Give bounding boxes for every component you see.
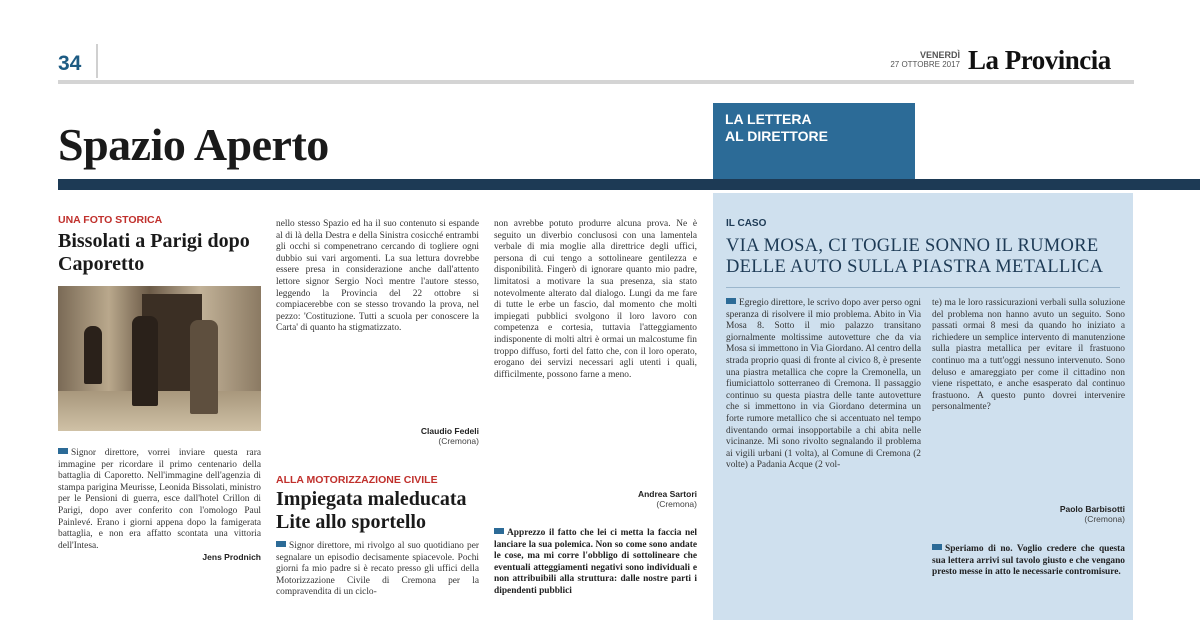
article-body xyxy=(58,448,261,630)
issue-date xyxy=(862,50,960,70)
article-body-text: non avrebbe potuto produrre alcuna prova. Ne è seguito un diverbio conclusosi con una lamentela verbale di mia moglie alla direttrice degli uffici, persona di cui tengo a sottolineare gentilezza e disponibilità. Fingerò di ignorare quanto mio padre, limitatosi a motivare la sua presenza, sia stato notevolmente alterato dal dialogo. Lungi da me fare di tutte le erbe un fascio, dal momento che molti impiegati pubblici svolgono il loro lavoro con competenza e cortesia, tuttavia l'atteggiamento indisponente di molti altri è ormai un malcostume fin troppo diffuso, forti del fatto che, con il loro operato, erogano dei servizi necessari agli utenti i quali, difficilmente, possono farne a meno. xyxy=(494,219,697,380)
article-location: (Cremona) xyxy=(656,499,697,509)
letter-tab xyxy=(713,103,915,189)
photo-figure xyxy=(132,316,158,406)
article-body-text: Signor direttore, mi rivolgo al suo quotidiano per segnalare un episodio decisamente spiacevole. Pochi giorni fa mio padre si è recato presso gli uffici della Motorizzazione Civile di Cremona per la compravendita di un ciclo- xyxy=(276,541,479,598)
letter-body-col1 xyxy=(726,298,921,616)
signature-block xyxy=(932,504,1125,524)
issue-day: VENERDÌ xyxy=(919,50,960,60)
article-signature: Andrea Sartori xyxy=(637,489,697,499)
photo-figure xyxy=(190,320,218,414)
paragraph-marker xyxy=(58,448,68,454)
article-location: (Cremona) xyxy=(438,436,479,446)
letter-body-col2 xyxy=(932,298,1125,508)
article-signature: Jens Prodnich xyxy=(202,552,261,563)
paragraph-marker xyxy=(932,544,942,550)
letter-signature: Paolo Barbisotti xyxy=(1059,504,1125,514)
letter-body-text: te) ma le loro rassicurazioni verbali sulla soluzione del problema non hanno avuto un seguito. Sono passati ormai 8 mesi da quando ho iniziato a richiedere un semplice intervento di manutenzione sulla piastra metallica per evitare il frastuono continuo ma a tutt'oggi nessuno intervenuto. Sono deluso e amareggiato per come il cittadino non viene rispettato, e anche esasperato dal continuo frastuono. A questo punto dovrei intervenire personalmente? xyxy=(932,298,1125,413)
article-kicker: UNA FOTO STORICA xyxy=(58,214,163,226)
section-band xyxy=(58,179,1200,190)
article-photo-story xyxy=(58,214,261,276)
letter-tab-line2: AL DIRETTORE xyxy=(725,128,828,144)
signature-block xyxy=(276,426,479,446)
paragraph-marker xyxy=(276,541,286,547)
article-signature: Claudio Fedeli xyxy=(420,426,479,436)
article-body xyxy=(276,541,479,630)
paragraph-marker xyxy=(726,298,736,304)
issue-date-text: 27 OTTOBRE 2017 xyxy=(890,60,960,69)
letter-body-text: Egregio direttore, le scrivo dopo aver perso ogni speranza di risolvere il mio problema. Abito in Via Mosa 8. Sotto il mio palazzo transitano giornalmente moltissime autovetture che da via Mosa si immettono in Via Giordano. Al centro della strada proprio quasi di fronte al civico 8, è presente una piastra metallica che copre la Cremonella, un fiumiciattolo sotterraneo di Cremona. Il passaggio continuo su questa piastra delle tante autovetture che si immettono in via Giordano determina un forte rumore metallico che si accentuato nel tempo diventando ormai insopportabile a chi abita nelle vicinanze. Mi sono rivolto segnalando il problema ai vigili urbani (1 volta), al Comune di Cremona (2 volte) a Padania Acque (2 vol- xyxy=(726,298,921,471)
masthead-logo: La Provincia xyxy=(968,45,1111,75)
header-divider xyxy=(96,44,98,78)
article-body-text: Signor direttore, vorrei inviare questa rara immagine per ricordare il primo centenario della battaglia di Caporetto. Nell'immagine dell'agenzia di stampa parigina Meurisse, Leonida Bissolati, ministro per le Pensioni di guerra, esce dall'hotel Crillon di Parigi, dopo aver conferito con l'omologo Paul Painlevé. Erano i giorni appena dopo la famigerata battaglia, e non era affatto scontata una vittoria dell'Intesa. xyxy=(58,448,261,551)
page-header xyxy=(0,0,1200,100)
letter-headline: VIA MOSA, CI TOGLIE SONNO IL RUMORE DELLE AUTO SULLA PIASTRA METALLICA xyxy=(726,236,1104,277)
article-kicker: ALLA MOTORIZZAZIONE CIVILE xyxy=(276,474,438,486)
letter-tab-line1: LA LETTERA xyxy=(725,111,812,127)
header-rule xyxy=(58,80,1134,84)
letter-divider xyxy=(726,287,1120,288)
page-number: 34 xyxy=(58,52,82,75)
article-body-continued xyxy=(276,219,479,429)
letter-label: IL CASO xyxy=(726,218,767,229)
editor-reply-text: Apprezzo il fatto che lei ci metta la faccia nel lanciare la sua polemica. Non so come sono andate le cose, ma mi corre l'obbligo di sottolineare che eventuali atteggiamenti negativi sono individuali e non attribuibili alla struttura: dalle nostre parti i dipendenti pubblici xyxy=(494,528,697,596)
section-title: Spazio Aperto xyxy=(58,119,329,170)
editor-reply xyxy=(494,528,697,630)
editor-reply-text: Speriamo di no. Voglio credere che questa sua lettera arrivi sul tavolo giusto e che vengano presto messe in atto le necessarie contromisure. xyxy=(932,544,1125,578)
paragraph-marker xyxy=(494,528,504,534)
photo-figure xyxy=(84,326,102,384)
article-headline: Bissolati a Parigi dopo Caporetto xyxy=(58,230,250,275)
article-body-text: nello stesso Spazio ed ha il suo contenuto si espande al di là della Destra e della Sinistra cosicché entrambi gli occhi si compenetrano cercando di togliere ogni dubbio sui vari argomenti. La sua lettura dovrebbe essere presa in considerazione anche dall'attento lettore signor Sergio Nocì mentre l'autore stesso, leggendo la Provincia del 22 ottobre si compiacerebbe con se stesso trovando la prova, nel pezzo: 'Costituzione. Tutti a scuola per conoscere la Carta' di quanto ha stigmatizzato. xyxy=(276,219,479,334)
article-body-continued xyxy=(494,219,697,487)
letter-location: (Cremona) xyxy=(1084,514,1125,524)
signature-block xyxy=(494,489,697,509)
historic-photo xyxy=(58,286,261,431)
editor-reply xyxy=(932,544,1125,616)
article-headline: Impiegata maleducata Lite allo sportello xyxy=(276,488,467,533)
photo-ground xyxy=(58,391,261,431)
